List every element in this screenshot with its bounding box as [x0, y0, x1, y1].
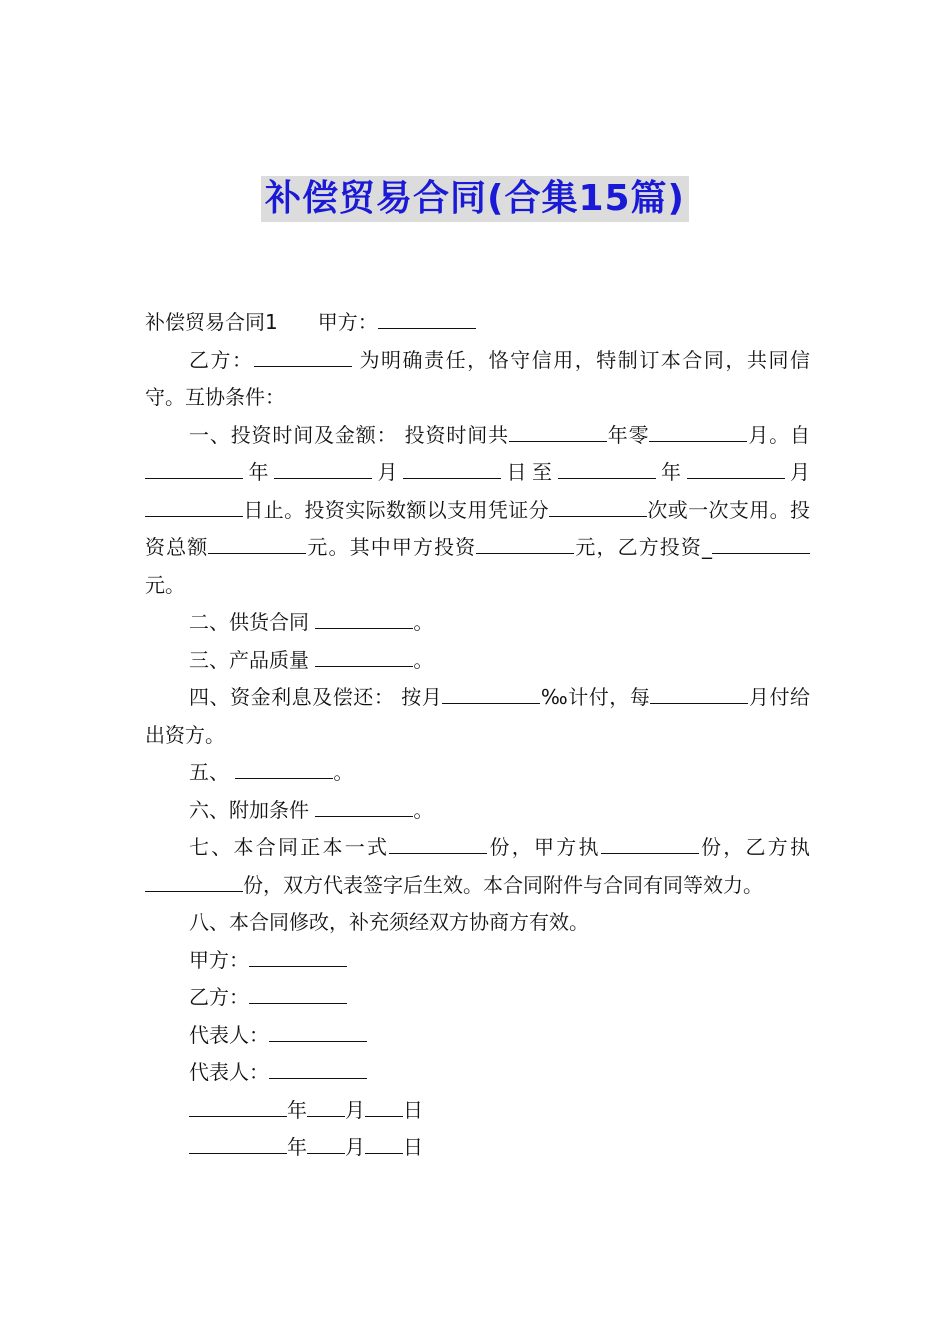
clause-text: 份，双方代表签字后生效。本合同附件与合同有同等效力。: [243, 872, 763, 897]
clause-1: [145, 417, 810, 605]
blank-field: [365, 1095, 403, 1117]
blank-field: [442, 682, 540, 704]
date-month-label: 月: [345, 1135, 365, 1159]
blank-field: [249, 982, 347, 1004]
contract-heading: 补偿贸易合同1: [145, 310, 278, 334]
representative-label: 代表人：: [189, 1022, 269, 1047]
party-a-label: 甲方：: [317, 310, 378, 334]
clause-7: [145, 829, 810, 904]
blank-field: [269, 1020, 367, 1042]
clause-text: 元，乙方投资_: [574, 535, 713, 559]
clause-text: 份，乙方执: [698, 835, 810, 859]
clause-text: 次或一次支用。投资总额: [145, 497, 810, 559]
signature-label: 乙方：: [189, 985, 249, 1009]
clause-text: 六、附加条件: [189, 797, 316, 822]
clause-3: [145, 642, 810, 680]
clause-text: 月。自: [747, 422, 811, 447]
blank-field: [365, 1132, 403, 1154]
blank-field: [307, 1095, 345, 1117]
clause-text: 三、产品质量: [189, 647, 316, 672]
blank-field: [307, 1132, 345, 1154]
date-line-a: [145, 1092, 810, 1130]
party-b-label: 乙方：: [189, 347, 254, 372]
blank-field: [235, 757, 333, 779]
title-wrapper: [0, 176, 950, 222]
blank-field: [145, 870, 243, 892]
blank-field: [389, 832, 487, 854]
signature-label: 甲方：: [189, 947, 249, 972]
blank-field: [509, 420, 607, 442]
blank-field: [601, 832, 699, 854]
blank-field: [378, 307, 476, 329]
blank-field: [145, 457, 243, 479]
blank-field: [145, 495, 243, 517]
clause-text: 二、供货合同: [189, 610, 316, 634]
date-month-label: 月: [345, 1097, 365, 1122]
blank-field: [254, 345, 352, 367]
blank-field: [650, 682, 748, 704]
clause-6: [145, 792, 810, 830]
blank-field: [403, 457, 501, 479]
clause-text: 元。: [145, 572, 185, 597]
clause-text: 。: [333, 760, 354, 784]
date-day-label: 日: [403, 1097, 423, 1122]
blank-field: [549, 495, 647, 517]
blank-field: [189, 1095, 287, 1117]
clause-2: [145, 604, 810, 642]
blank-field: [274, 457, 372, 479]
clause-text: 月付给出资方。: [145, 685, 810, 747]
clause-text: 五、: [189, 760, 236, 784]
clause-text: 七、本合同正本一式: [189, 835, 390, 859]
clause-8: 八、本合同修改，补充须经双方协商方有效。: [189, 910, 589, 934]
clause-text: 。: [413, 647, 434, 672]
document-body: [145, 304, 810, 1167]
blank-field: [189, 1132, 287, 1154]
date-year-label: 年: [287, 1135, 307, 1159]
document-title: 补偿贸易合同(合集15篇): [261, 176, 689, 222]
signature-party-b: [145, 979, 810, 1017]
blank-field: [315, 645, 413, 667]
clause-text: 年: [243, 460, 274, 484]
blank-field: [269, 1057, 367, 1079]
clause-text: 一、投资时间及金额： 投资时间共: [189, 422, 509, 447]
representative-label: 代表人：: [189, 1060, 269, 1084]
representative-b: [145, 1054, 810, 1092]
clause-4: [145, 679, 810, 754]
blank-field: [208, 532, 306, 554]
blank-field: [249, 945, 347, 967]
blank-field: [476, 532, 574, 554]
representative-a: [145, 1017, 810, 1055]
blank-field: [649, 420, 747, 442]
clause-text: 日止。投资实际数额以支用凭证分: [243, 497, 549, 522]
clause-text: 年: [655, 460, 687, 484]
signature-party-a: [145, 942, 810, 980]
date-year-label: 年: [287, 1097, 307, 1122]
clause-text: 。: [413, 610, 434, 634]
blank-field: [687, 457, 785, 479]
blank-field: [712, 532, 810, 554]
clause-text: 份，甲方执: [487, 835, 601, 859]
contract-heading-line: [145, 304, 810, 342]
party-b-paragraph: [145, 342, 810, 417]
clause-text: 月: [784, 460, 810, 484]
clause-5: [145, 754, 810, 792]
clause-text: 四、资金利息及偿还： 按月: [189, 685, 443, 709]
date-day-label: 日: [403, 1135, 423, 1159]
blank-field: [315, 795, 413, 817]
blank-field: [315, 607, 413, 629]
clause-text: 年零: [606, 422, 650, 447]
clause-text: 。: [413, 797, 434, 822]
clause-text: 日至: [501, 460, 558, 484]
clause-text: 元。其中甲方投资: [306, 535, 477, 559]
party-b-text: 为明确责任，恪守信用，特制订本合同，共同信守。互协条件：: [145, 347, 811, 409]
date-line-b: [145, 1129, 810, 1167]
clause-text: 月: [372, 460, 403, 484]
blank-field: [558, 457, 656, 479]
clause-text: ‰计付，每: [540, 685, 651, 709]
